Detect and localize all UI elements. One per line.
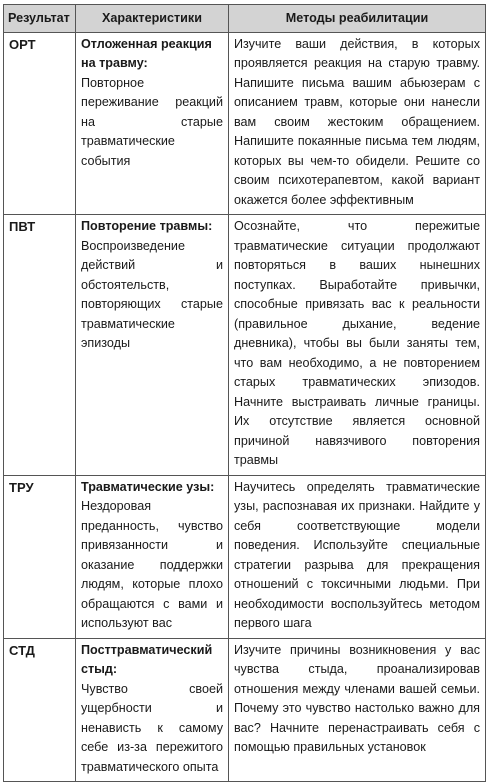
table-row bbox=[4, 215, 486, 476]
characteristic-cell bbox=[76, 638, 229, 782]
characteristic-title: Повторение травмы: bbox=[81, 219, 213, 233]
table-row bbox=[4, 475, 486, 638]
characteristic-text: Чувство своей ущербности и ненависть к самому себе из-за пережитого травматического опыта bbox=[81, 681, 223, 774]
method-text: Научитесь определять травматические узы, распознавая их признаки. Найдите у себя соответствующие модели поведения. Используйте специальные стратегии разрыва для прекращения отношений с токсичными людьми. При необходимости воспользуйтесь методом первого шага bbox=[229, 475, 486, 638]
header-methods: Методы реабилитации bbox=[229, 5, 486, 33]
characteristic-cell bbox=[76, 32, 229, 215]
result-code: ПВТ bbox=[4, 215, 76, 476]
rehabilitation-table bbox=[3, 4, 486, 782]
characteristic-text: Воспроизведение действий и обстоятельств, повторяющих старые травматические эпизоды bbox=[81, 238, 223, 350]
header-characteristics: Характеристики bbox=[76, 5, 229, 33]
characteristic-cell bbox=[76, 215, 229, 476]
characteristic-text: Повторное переживание реакций на старые травматические события bbox=[81, 75, 223, 168]
characteristic-title: Отложенная реакция на травму: bbox=[81, 36, 212, 70]
method-text: Изучите причины возникновения у вас чувства стыда, проанализировав отношения между членами вашей семьи. Почему это чувство настолько важно для вас? Начните перенастраивать себя с помощью правильных установок bbox=[229, 638, 486, 782]
table-row bbox=[4, 638, 486, 782]
result-code: СТД bbox=[4, 638, 76, 782]
header-result: Результат bbox=[4, 5, 76, 33]
method-text: Изучите ваши действия, в которых проявляется реакция на старую травму. Напишите письма вашим абьюзерам с описанием травм, которые они нанесли вам своим жестоким обращением. Напишите покаянные письма тем людям, которых вы чем-то обидели. Решите со своим психотерапевтом, какой вариант окажется более эффективным bbox=[229, 32, 486, 215]
characteristic-text: Нездоровая преданность, чувство привязанности и оказание поддержки людям, которые плохо обращаются с вами и используют вас bbox=[81, 499, 223, 630]
result-code: ТРУ bbox=[4, 475, 76, 638]
table-row bbox=[4, 32, 486, 215]
method-text: Осознайте, что пережитые травматические ситуации продолжают повторяться в ваших нынешних поступках. Выработайте привычки, способные привязать вас к реальности (правильное дыхание, ведение дневника), чтобы вы были заняты тем, что вам необходимо, а не повторением старых травматических эпизодов. Начните выстраивать личные границы. Их отсутствие является основной причиной навязчивого повторения травмы bbox=[229, 215, 486, 476]
characteristic-title: Посттравматический стыд: bbox=[81, 642, 213, 676]
characteristic-cell bbox=[76, 475, 229, 638]
characteristic-title: Травматические узы: bbox=[81, 479, 215, 494]
result-code: ОРТ bbox=[4, 32, 76, 215]
table-header-row bbox=[4, 5, 486, 33]
